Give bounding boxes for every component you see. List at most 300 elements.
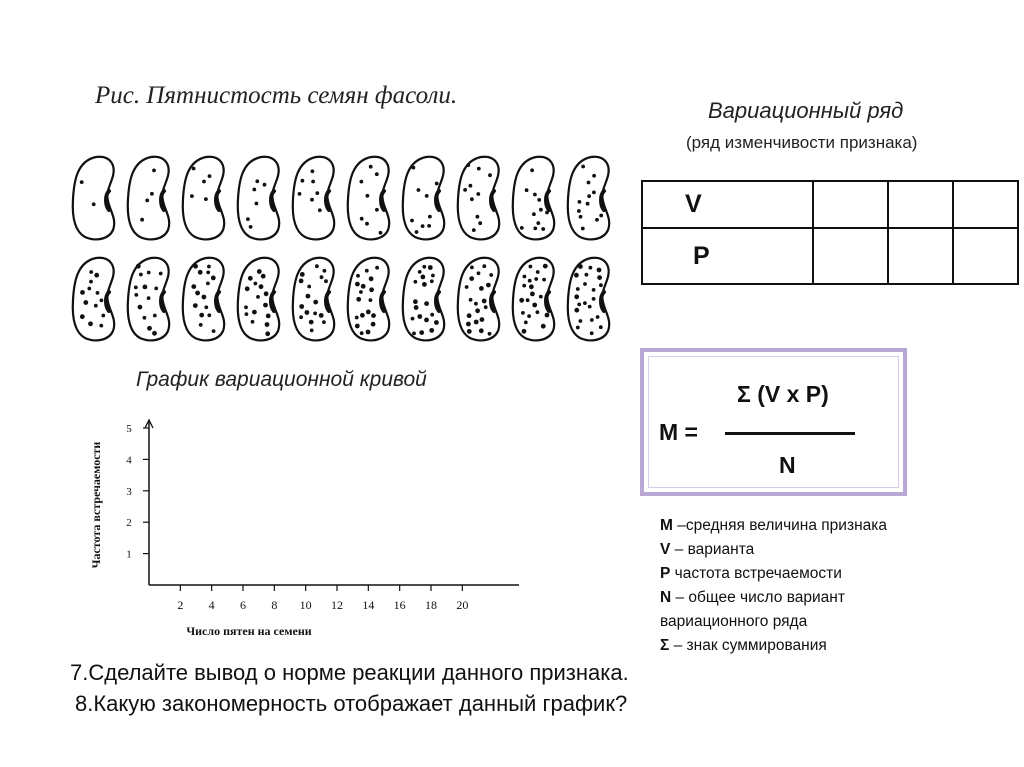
seed-spot: [470, 197, 474, 201]
seed-spot: [313, 300, 318, 305]
seed-spot: [199, 313, 204, 318]
seed-spot: [469, 184, 473, 188]
bean-seed: [238, 258, 279, 341]
seed-spot: [299, 315, 303, 319]
seed-spot: [522, 329, 527, 334]
seed-spot: [371, 322, 376, 327]
seed-spot: [92, 202, 96, 206]
empty-cell: [888, 228, 953, 284]
seed-spot: [524, 321, 528, 325]
seed-spot: [479, 286, 484, 291]
seed-spot: [147, 271, 151, 275]
seed-spot: [99, 324, 103, 328]
seed-spot: [592, 174, 596, 178]
seed-spot: [430, 313, 434, 317]
seed-spot: [379, 231, 383, 235]
seed-spot: [418, 270, 422, 274]
seed-spot: [427, 224, 431, 228]
seed-spot: [530, 292, 535, 297]
x-tick-label: 8: [271, 598, 278, 612]
seed-spot: [417, 314, 422, 319]
seed-spot: [360, 331, 364, 335]
seed-spot: [413, 299, 418, 304]
seed-spot: [100, 299, 104, 303]
seed-spot: [583, 301, 587, 305]
seed-spot: [412, 332, 416, 336]
bean-seed: [458, 258, 499, 341]
bean-seed: [293, 258, 334, 341]
seed-spot: [323, 269, 327, 273]
seed-spot: [578, 200, 582, 204]
seed-spot: [139, 273, 143, 277]
seed-spot: [80, 314, 85, 319]
seed-spot: [355, 282, 360, 287]
seed-spot: [89, 280, 93, 284]
seed-spot: [583, 282, 587, 286]
seed-spot: [576, 326, 580, 330]
seed-spot: [522, 284, 526, 288]
seed-spot: [199, 323, 203, 327]
seed-spot: [143, 316, 147, 320]
row-label-p: P: [642, 228, 813, 284]
seed-spot: [266, 314, 271, 319]
seed-spot: [425, 194, 429, 198]
seed-spot: [467, 313, 472, 318]
seed-spot: [88, 321, 93, 326]
x-tick-label: 10: [299, 598, 312, 612]
seed-spot: [578, 264, 583, 269]
seed-spot: [310, 198, 314, 202]
seed-spot: [202, 295, 207, 300]
seed-spot: [532, 212, 536, 216]
seed-spot: [324, 279, 328, 283]
seed-spot: [595, 218, 599, 222]
seed-spot: [411, 317, 415, 321]
seed-spot: [251, 320, 255, 324]
y-tick-label: 2: [126, 517, 132, 530]
seed-spot: [419, 330, 424, 335]
seed-spot: [140, 218, 144, 222]
seed-spot: [533, 193, 537, 197]
y-tick-label: 3: [126, 485, 132, 498]
seed-spot: [470, 266, 474, 270]
seed-spot: [528, 279, 532, 283]
seed-spot: [484, 305, 488, 309]
seed-spot: [83, 300, 88, 305]
seed-spot: [154, 287, 158, 291]
seed-spot: [469, 276, 474, 281]
seed-spot: [482, 299, 487, 304]
seed-spot: [599, 214, 603, 218]
seed-spot: [519, 298, 524, 303]
seed-spot: [315, 191, 319, 195]
formula-numerator: Σ (V x P): [737, 381, 829, 407]
seed-spot: [577, 209, 581, 213]
formula-denominator: N: [779, 452, 796, 478]
seed-spot: [545, 211, 549, 215]
seed-spot: [482, 264, 486, 268]
empty-cell: [953, 181, 1018, 228]
seed-spot: [313, 312, 317, 316]
seed-spot: [143, 285, 148, 290]
bean-seed: [73, 258, 114, 341]
seed-spot: [463, 188, 467, 192]
bean-seeds-illustration: [68, 150, 628, 345]
seed-spot: [309, 320, 314, 325]
seed-spot: [94, 304, 98, 308]
bean-seed: [128, 258, 169, 341]
seed-spot: [477, 167, 481, 171]
legend-item: P частота встречаемости: [660, 565, 842, 582]
bean-seed: [348, 157, 389, 240]
seed-spot: [581, 165, 585, 169]
seed-spot: [480, 317, 485, 322]
seed-spot: [311, 180, 315, 184]
seed-spot: [255, 179, 259, 183]
seed-spot: [212, 329, 216, 333]
seed-spot: [574, 273, 579, 278]
seed-spot: [475, 308, 480, 313]
seed-spot: [259, 284, 264, 289]
seed-spot: [248, 276, 253, 281]
seed-spot: [310, 329, 314, 333]
seed-spot: [249, 225, 253, 229]
seed-spot: [211, 276, 216, 281]
seed-spot: [356, 297, 361, 302]
seed-spot: [489, 273, 493, 277]
seed-spot: [592, 288, 596, 292]
seed-spot: [543, 264, 548, 269]
seed-spot: [599, 325, 603, 329]
seed-spot: [356, 274, 360, 278]
row-label-v: V: [642, 181, 813, 228]
seed-spot: [193, 303, 198, 308]
seed-spot: [529, 265, 533, 269]
seed-spot: [252, 310, 257, 315]
seed-spot: [488, 173, 492, 177]
seed-spot: [472, 228, 476, 232]
seed-spot: [536, 270, 540, 274]
seed-spot: [596, 315, 600, 319]
seed-spot: [529, 284, 534, 289]
seed-spot: [301, 179, 305, 183]
bean-seed: [348, 258, 389, 341]
seed-spot: [300, 272, 305, 277]
seed-spot: [136, 264, 141, 269]
seed-spot: [257, 269, 262, 274]
seed-spot: [204, 197, 208, 201]
seed-spot: [208, 174, 212, 178]
seed-spot: [365, 222, 369, 226]
seed-spot: [307, 285, 311, 289]
seed-spot: [520, 226, 524, 230]
bean-seed: [183, 258, 224, 341]
seed-spot: [80, 290, 85, 295]
graph-title: График вариационной кривой: [136, 368, 427, 391]
seed-spot: [542, 278, 546, 282]
bean-seed: [403, 157, 444, 240]
seed-spot: [246, 217, 250, 221]
seed-spot: [369, 287, 374, 292]
legend-item: V – варианта: [660, 541, 755, 558]
seed-spot: [318, 208, 322, 212]
seed-spot: [577, 303, 581, 307]
seed-spot: [138, 305, 143, 310]
seed-spot: [467, 329, 472, 334]
seed-spot: [579, 319, 583, 323]
x-tick-label: 14: [362, 598, 375, 612]
seed-spot: [537, 198, 541, 202]
seed-spot: [371, 313, 376, 318]
seed-spot: [525, 188, 529, 192]
seed-spot: [360, 180, 364, 184]
seed-spot: [476, 192, 480, 196]
legend-item: вариационного ряда: [660, 613, 808, 630]
bean-seed: [183, 157, 224, 240]
bean-seed: [128, 157, 169, 240]
seed-spot: [435, 182, 439, 186]
seed-spot: [190, 194, 194, 198]
formula-legend: [660, 514, 887, 658]
legend-item: N – общее число вариант: [660, 589, 845, 606]
seed-spot: [299, 304, 304, 309]
fraction-bar: [725, 432, 855, 435]
variation-series-title: Вариационный ряд: [708, 98, 904, 123]
seed-spot: [252, 188, 256, 192]
seed-spot: [527, 314, 531, 318]
seed-spot: [322, 320, 326, 324]
seed-spot: [539, 208, 543, 212]
bean-seed: [293, 157, 334, 240]
seed-spot: [244, 305, 248, 309]
seed-spot: [597, 275, 602, 280]
seed-spot: [305, 310, 310, 315]
seed-spot: [153, 314, 157, 318]
seed-spot: [261, 274, 266, 279]
x-tick-label: 18: [425, 598, 437, 612]
seed-spot: [586, 202, 590, 206]
seed-spot: [526, 298, 530, 302]
seed-spot: [421, 275, 426, 280]
y-tick-label: 4: [126, 454, 132, 467]
x-tick-label: 16: [393, 598, 406, 612]
seed-spot: [541, 227, 545, 231]
seed-spot: [410, 219, 414, 223]
seed-spot: [424, 301, 429, 306]
seed-spot: [245, 312, 249, 316]
x-tick-label: 2: [177, 598, 184, 612]
seed-spot: [147, 296, 151, 300]
seed-spot: [486, 283, 491, 288]
seed-spot: [150, 192, 154, 196]
seed-spot: [465, 285, 469, 289]
y-axis-label: Частота встречаемости: [89, 441, 103, 569]
seed-spot: [263, 303, 268, 308]
seed-spot: [245, 286, 250, 291]
seed-spot: [320, 275, 324, 279]
seed-spot: [306, 294, 311, 299]
seed-spot: [421, 224, 425, 228]
seed-spot: [541, 324, 546, 329]
variation-curve-chart: [80, 408, 530, 648]
seed-spot: [479, 328, 484, 333]
seed-spot: [147, 326, 152, 331]
seed-spot: [299, 279, 304, 284]
y-tick-label: 5: [126, 423, 132, 435]
bean-seed: [238, 157, 279, 240]
seed-spot: [256, 295, 260, 299]
seed-spot: [488, 332, 492, 336]
seed-spot: [536, 310, 540, 314]
question-8: 8.Какую закономерность отображает данный график?: [75, 691, 628, 716]
seed-spot: [523, 275, 527, 279]
seed-spot: [414, 280, 418, 284]
seed-spot: [412, 166, 416, 170]
seed-spot: [574, 294, 579, 299]
seed-spot: [360, 313, 365, 318]
empty-cell: [953, 228, 1018, 284]
seed-spot: [539, 295, 543, 299]
seed-spot: [191, 284, 196, 289]
seed-spot: [592, 191, 596, 195]
seed-spot: [415, 230, 419, 234]
seed-spot: [422, 282, 427, 287]
seed-spot: [134, 286, 138, 290]
seed-spot: [533, 227, 537, 231]
seed-spot: [193, 264, 198, 269]
seed-spot: [145, 199, 149, 203]
seed-spot: [585, 273, 589, 277]
seed-spot: [315, 264, 319, 268]
seed-spot: [532, 303, 537, 308]
seed-spot: [206, 271, 210, 275]
seed-spot: [429, 328, 434, 333]
seed-spot: [152, 169, 156, 173]
seed-spot: [195, 291, 200, 296]
seed-spot: [587, 181, 591, 185]
seed-spot: [428, 265, 433, 270]
seed-spot: [263, 183, 267, 187]
seed-spot: [588, 305, 592, 309]
y-tick-label: 1: [126, 548, 132, 561]
seed-spot: [417, 188, 421, 192]
seed-spot: [579, 215, 583, 219]
legend-item: Σ – знак суммирования: [660, 637, 827, 654]
empty-cell: [813, 228, 888, 284]
seed-spot: [204, 305, 208, 309]
empty-cell: [813, 181, 888, 228]
seed-spot: [422, 265, 426, 269]
bean-seed: [403, 258, 444, 341]
seed-spot: [366, 330, 371, 335]
seed-spot: [254, 282, 258, 286]
seed-spot: [599, 283, 603, 287]
x-axis-label: Число пятен на семени: [186, 624, 312, 638]
seed-spot: [592, 297, 596, 301]
seed-spot: [369, 165, 373, 169]
variation-series-table: [641, 180, 1019, 285]
seed-spot: [590, 318, 594, 322]
seed-spot: [192, 167, 196, 171]
seed-spot: [360, 217, 364, 221]
empty-cell: [888, 181, 953, 228]
seed-spot: [375, 266, 379, 270]
x-tick-label: 12: [331, 598, 343, 612]
seed-spot: [265, 331, 270, 336]
seed-spot: [207, 313, 211, 317]
seed-spot: [474, 320, 479, 325]
seed-spot: [574, 308, 579, 313]
seed-spot: [198, 270, 203, 275]
seed-spot: [152, 331, 157, 336]
seed-spot: [80, 180, 84, 184]
seed-spot: [206, 282, 210, 286]
variation-series-subtitle: (ряд изменчивости признака): [686, 133, 918, 152]
legend-item: M –средняя величина признака: [660, 517, 887, 534]
seed-spot: [576, 287, 580, 291]
seed-spot: [478, 221, 482, 225]
seed-spot: [375, 208, 379, 212]
bean-seed: [568, 258, 609, 341]
seed-spot: [597, 268, 602, 273]
seed-spot: [428, 215, 432, 219]
seed-spot: [414, 305, 419, 310]
seed-spot: [375, 172, 379, 176]
seed-spot: [521, 311, 525, 315]
bean-seed: [513, 157, 554, 240]
seed-spot: [365, 269, 369, 273]
seed-spot: [466, 163, 470, 167]
seed-spot: [466, 322, 471, 327]
x-tick-label: 4: [208, 598, 215, 612]
seed-spot: [311, 169, 315, 173]
seed-spot: [159, 272, 163, 276]
seed-spot: [589, 266, 593, 270]
seed-spot: [534, 277, 538, 281]
bean-seed: [458, 157, 499, 240]
seed-spot: [590, 331, 594, 335]
seed-spot: [545, 313, 550, 318]
seed-spot: [366, 310, 371, 315]
seed-spot: [474, 302, 478, 306]
figure-caption: Рис. Пятнистость семян фасоли.: [95, 82, 458, 109]
seed-spot: [265, 322, 270, 327]
seed-spot: [207, 265, 211, 269]
seed-spot: [134, 293, 138, 297]
seed-spot: [477, 271, 481, 275]
seed-spot: [366, 194, 370, 198]
seed-spot: [359, 290, 363, 294]
bean-seed: [513, 258, 554, 341]
seed-spot: [89, 270, 93, 274]
seed-spot: [298, 192, 302, 196]
seed-spot: [530, 168, 534, 172]
seed-spot: [434, 320, 439, 325]
x-tick-label: 6: [240, 598, 246, 612]
seed-spot: [476, 215, 480, 219]
seed-spot: [255, 202, 259, 206]
seed-spot: [431, 274, 435, 278]
seed-spot: [96, 291, 100, 295]
seed-spot: [430, 279, 434, 283]
bean-seed: [568, 157, 609, 240]
question-7: 7.Сделайте вывод о норме реакции данного признака.: [70, 660, 629, 685]
seed-spot: [536, 221, 540, 225]
seed-spot: [94, 273, 99, 278]
seed-spot: [264, 291, 269, 296]
seed-spot: [87, 287, 91, 291]
seed-spot: [587, 194, 591, 198]
